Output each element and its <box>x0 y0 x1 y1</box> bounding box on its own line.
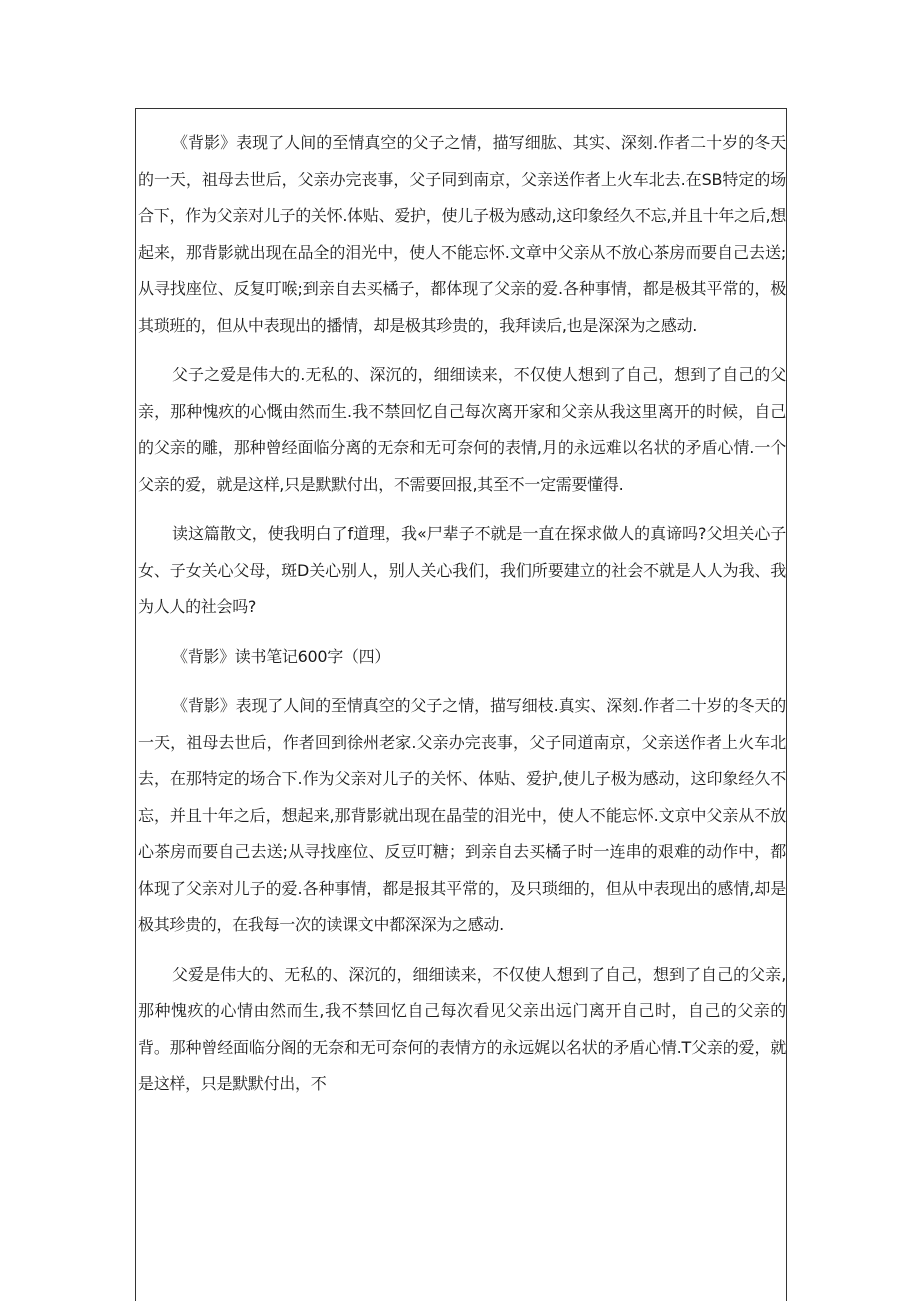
document-page <box>135 108 787 1301</box>
paragraph-4: 《背影》表现了人间的至情真空的父子之情，描写细枝.真实、深刻.作者二十岁的冬天的一天，祖母去世后，作者回到徐州老家.父亲办完丧事，父子同道南京，父亲送作者上火车北去，在那特定的场合下.作为父亲对儿子的关怀、体贴、爱护,使儿子极为感动，这印象经久不忘，并且十年之后，想起来,那背影就出现在晶莹的泪光中，使人不能忘怀.文京中父亲从不放心茶房而要自己去送;从寻找座位、反豆叮糖；到亲自去买橘子时一连串的艰难的动作中，都体现了父亲对儿子的爱.各种事情，都是报其平常的，及只琐细的，但从中表现出的感情,却是极其珍贵的，在我每一次的读课文中都深深为之感动. <box>138 696 786 934</box>
section-heading: 《背影》读书笔记600字（四） <box>172 646 391 666</box>
paragraph-3: 读这篇散文，使我明白了f道理，我«尸辈子不就是一直在探求做人的真谛吗?父坦关心子女、子女关心父母，斑D关心别人，别人关心我们，我们所要建立的社会不就是人人为我、我为人人的社会吗? <box>138 524 786 616</box>
paragraph-5: 父爱是伟大的、无私的、深沉的，细细读来，不仅使人想到了自己，想到了自己的父亲,那种愧疚的心情由然而生,我不禁回忆自己每次看见父亲出远门离开自己时，自己的父亲的背。那种曾经面临分阁的无奈和无可奈何的表情方的永远娓以名状的矛盾心情.T父亲的爱，就是这样，只是默默付出，不 <box>138 964 786 1093</box>
paragraph-1: 《背影》表现了人间的至情真空的父子之情，描写细肱、其实、深刻.作者二十岁的冬天的一天，祖母去世后，父亲办完丧事，父子同到南京，父亲送作者上火车北去.在SB特定的场合下，作为父亲对儿子的关怀.体贴、爱护，使儿子极为感动,这印象经久不忘,并且十年之后,想起来，那背影就出现在品全的泪光中，使人不能忘怀.文章中父亲从不放心茶房而要自己去送;从寻找座位、反复叮喉;到亲自去买橘子，都体现了父亲的爱.各种事情，都是极其平常的，极其琐班的，但从中表现出的播情，却是极其珍贵的，我拜读后,也是深深为之感动. <box>138 133 786 335</box>
document-body <box>136 125 786 1116</box>
paragraph-2: 父子之爱是伟大的.无私的、深沉的，细细读来，不仅使人想到了自己，想到了自己的父亲，那种愧疚的心慨由然而生.我不禁回忆自己每次离开家和父亲从我这里离开的时候，自己的父亲的雕，那种曾经面临分离的无奈和无可奈何的表情,月的永远难以名状的矛盾心情.一个父亲的爱，就是这样,只是默默付出，不需要回报,其至不一定需要懂得. <box>138 365 786 494</box>
